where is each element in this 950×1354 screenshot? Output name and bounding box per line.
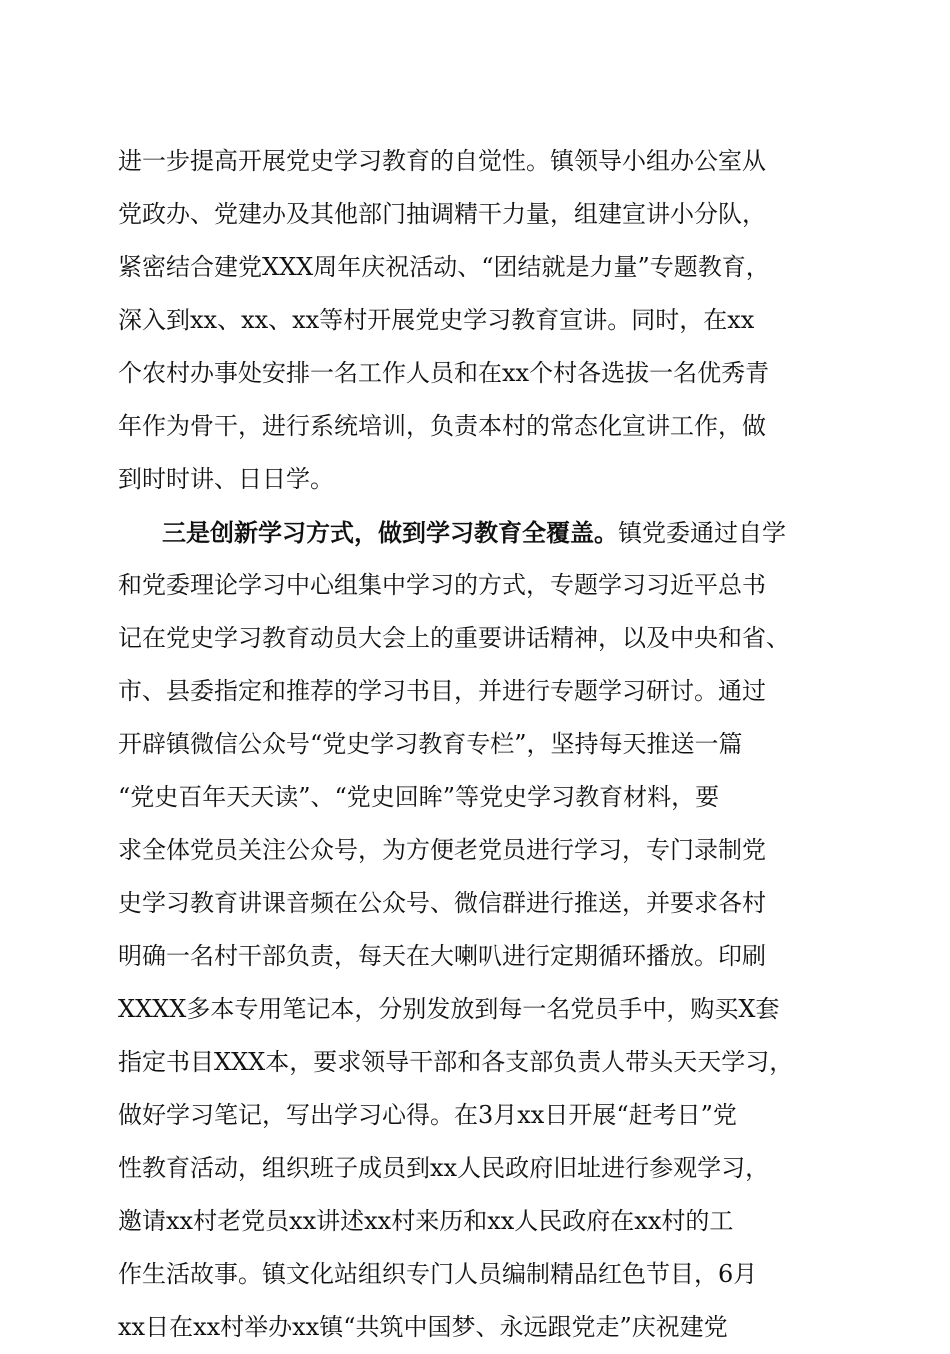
paragraph-first-line-rest: 镇党委通过自学 <box>618 519 786 547</box>
paragraph-line: 性教育活动，组织班子成员到xx人民政府旧址进行参观学习， <box>118 1154 770 1182</box>
paragraph-line: 紧密结合建党XXX周年庆祝活动、“团结就是力量”专题教育， <box>118 253 770 281</box>
paragraph-line: 和党委理论学习中心组集中学习的方式，专题学习习近平总书 <box>118 571 766 599</box>
paragraph-line: xx日在xx村举办xx镇“共筑中国梦、永远跟党走”庆祝建党 <box>118 1313 728 1341</box>
paragraph-line: 进一步提高开展党史学习教育的自觉性。镇领导小组办公室从 <box>118 147 766 175</box>
paragraph-line: 到时时讲、日日学。 <box>118 465 334 493</box>
paragraph-2 <box>118 506 830 1354</box>
paragraph-first-line <box>118 506 830 559</box>
paragraph-line: 党政办、党建办及其他部门抽调精干力量，组建宣讲小分队， <box>118 200 766 228</box>
paragraph-line: 记在党史学习教育动员大会上的重要讲话精神，以及中央和省、 <box>118 624 790 652</box>
paragraph-line: 市、县委指定和推荐的学习书目，并进行专题学习研讨。通过 <box>118 677 766 705</box>
paragraph-1 <box>118 135 830 506</box>
paragraph-line: 个农村办事处安排一名工作人员和在xx个村各选拔一名优秀青 <box>118 359 770 387</box>
paragraph-line: 开辟镇微信公众号“党史学习教育专栏”，坚持每天推送一篇 <box>118 730 743 758</box>
paragraph-line: 指定书目XXX本，要求领导干部和各支部负责人带头天天学习， <box>118 1048 794 1076</box>
paragraph-line: XXXX多本专用笔记本，分别发放到每一名党员手中，购买X套 <box>118 995 780 1023</box>
paragraph-line: 作生活故事。镇文化站组织专门人员编制精品红色节目，6月 <box>118 1260 758 1288</box>
paragraph-lead-heading: 三是创新学习方式，做到学习教育全覆盖。 <box>162 518 618 547</box>
paragraph-line: 深入到xx、xx、xx等村开展党史学习教育宣讲。同时，在xx <box>118 306 755 334</box>
paragraph-line: 年作为骨干，进行系统培训，负责本村的常态化宣讲工作，做 <box>118 412 766 440</box>
paragraph-line: 明确一名村干部负责，每天在大喇叭进行定期循环播放。印刷 <box>118 942 766 970</box>
paragraph-line: “党史百年天天读”、“党史回眸”等党史学习教育材料，要 <box>118 783 720 811</box>
paragraph-line: 求全体党员关注公众号，为方便老党员进行学习，专门录制党 <box>118 836 766 864</box>
paragraph-line: 做好学习笔记，写出学习心得。在3月xx日开展“赶考日”党 <box>118 1101 737 1129</box>
paragraph-line: 史学习教育讲课音频在公众号、微信群进行推送，并要求各村 <box>118 889 766 917</box>
paragraph-line: 邀请xx村老党员xx讲述xx村来历和xx人民政府在xx村的工 <box>118 1207 734 1235</box>
